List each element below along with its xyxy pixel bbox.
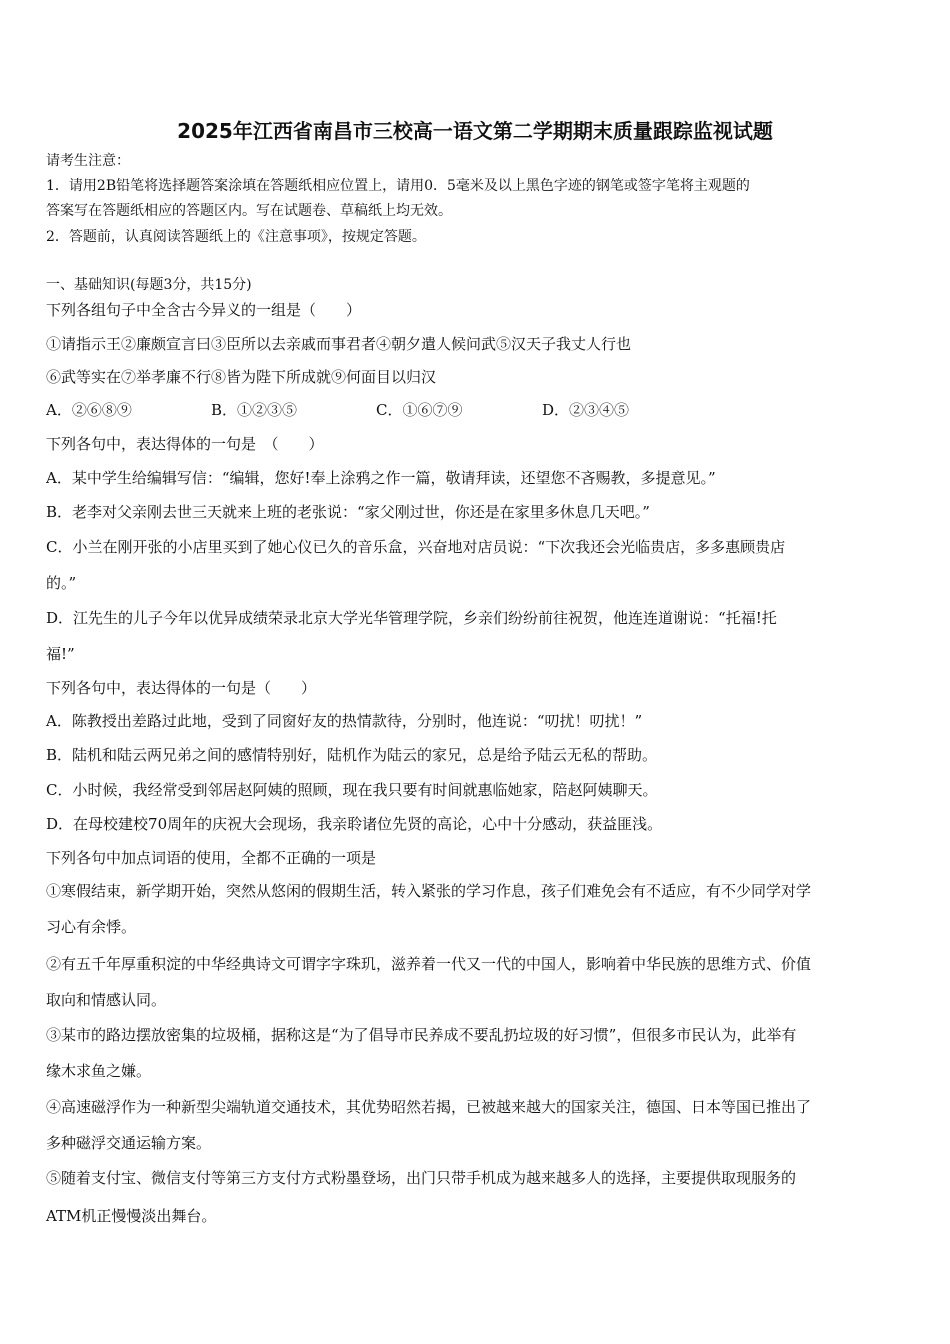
question-2-option-b: B．老李对父亲刚去世三天就来上班的老张说：“家父刚过世，你还是在家里多休息几天吧。” <box>46 503 650 521</box>
question-4-sentence-4-cont: 多种磁浮交通运输方案。 <box>46 1134 212 1152</box>
question-4-sentence-2-cont: 取向和情感认同。 <box>46 991 167 1009</box>
question-4-sentence-3: ③某市的路边摆放密集的垃圾桶，据称这是“为了倡导市民养成不要乱扔垃圾的好习惯”，但很多市民认为，此举有 <box>46 1026 797 1044</box>
question-2-option-c-cont: 的。” <box>46 574 77 592</box>
question-3-stem: 下列各句中，表达得体的一句是（ ） <box>46 679 317 697</box>
notice-item-2: 2．答题前，认真阅读答题纸上的《注意事项》，按规定答题。 <box>46 229 426 245</box>
question-4-sentence-2: ②有五千年厚重积淀的中华经典诗文可谓字字珠玑，滋养着一代又一代的中国人，影响着中华民族的思维方式、价值 <box>46 955 812 973</box>
question-3-option-a: A．陈教授出差路过此地，受到了同窗好友的热情款待，分别时，他连说：“叨扰！叨扰！” <box>46 712 643 730</box>
question-1-line-2: ⑥武等实在⑦举孝廉不行⑧皆为陛下所成就⑨何面目以归汉 <box>46 368 437 386</box>
question-4-sentence-5-cont: ATM机正慢慢淡出舞台。 <box>46 1207 217 1225</box>
notice-item-1-cont: 答案写在答题纸相应的答题区内。写在试题卷、草稿纸上均无效。 <box>46 203 452 219</box>
question-4-sentence-3-cont: 缘木求鱼之嫌。 <box>46 1062 152 1080</box>
question-4-sentence-1-cont: 习心有余悸。 <box>46 918 137 936</box>
question-2-option-d-cont: 福!” <box>46 645 75 663</box>
question-3-option-c: C．小时候，我经常受到邻居赵阿姨的照顾，现在我只要有时间就惠临她家，陪赵阿姨聊天。 <box>46 781 658 799</box>
notice-item-1: 1．请用2B铅笔将选择题答案涂填在答题纸相应位置上，请用0．5毫米及以上黑色字迹的钢笔或签字笔将主观题的 <box>46 178 750 194</box>
question-2-option-d: D．江先生的儿子今年以优异成绩荣录北京大学光华管理学院，乡亲们纷纷前往祝贺，他连连道谢说：“托福!托 <box>46 609 777 627</box>
question-2-option-a: A．某中学生给编辑写信：“编辑，您好!奉上涂鸦之作一篇，敬请拜读，还望您不吝赐教，多提意见。” <box>46 469 716 487</box>
section-heading: 一、基础知识(每题3分，共15分) <box>46 277 252 293</box>
question-4-stem: 下列各句中加点词语的使用，全都不正确的一项是 <box>46 849 377 867</box>
question-1-stem: 下列各组句子中全含古今异义的一组是（ ） <box>46 301 362 319</box>
option-c: C．①⑥⑦⑨ <box>376 401 463 419</box>
question-3-option-d: D．在母校建校70周年的庆祝大会现场，我亲聆诸位先贤的高论，心中十分感动，获益匪浅。 <box>46 815 663 833</box>
question-4-sentence-5: ⑤随着支付宝、微信支付等第三方支付方式粉墨登场，出门只带手机成为越来越多人的选择，主要提供取现服务的 <box>46 1169 797 1187</box>
question-1-line-1: ①请指示王②廉颇宣言曰③臣所以去亲戚而事君者④朝夕遣人候问武⑤汉天子我丈人行也 <box>46 335 632 353</box>
question-2-option-c: C．小兰在刚开张的小店里买到了她心仪已久的音乐盒，兴奋地对店员说：“下次我还会光临贵店，多多惠顾贵店 <box>46 538 786 556</box>
question-4-sentence-1: ①寒假结束，新学期开始，突然从悠闲的假期生活，转入紧张的学习作息，孩子们难免会有不适应，有不少同学对学 <box>46 882 812 900</box>
option-b: B．①②③⑤ <box>211 401 298 419</box>
option-d: D．②③④⑤ <box>542 401 630 419</box>
page-title: 2025年江西省南昌市三校高一语文第二学期期末质量跟踪监视试题 <box>177 119 773 143</box>
notice-heading: 请考生注意： <box>46 153 130 169</box>
question-4-sentence-4: ④高速磁浮作为一种新型尖端轨道交通技术，其优势昭然若揭，已被越来越大的国家关注，德国、日本等国已推出了 <box>46 1098 812 1116</box>
option-a: A．②⑥⑧⑨ <box>46 401 132 419</box>
question-2-stem: 下列各句中，表达得体的一句是 （ ） <box>46 435 324 453</box>
question-3-option-b: B．陆机和陆云两兄弟之间的感情特别好，陆机作为陆云的家兄，总是给予陆云无私的帮助。 <box>46 746 658 764</box>
